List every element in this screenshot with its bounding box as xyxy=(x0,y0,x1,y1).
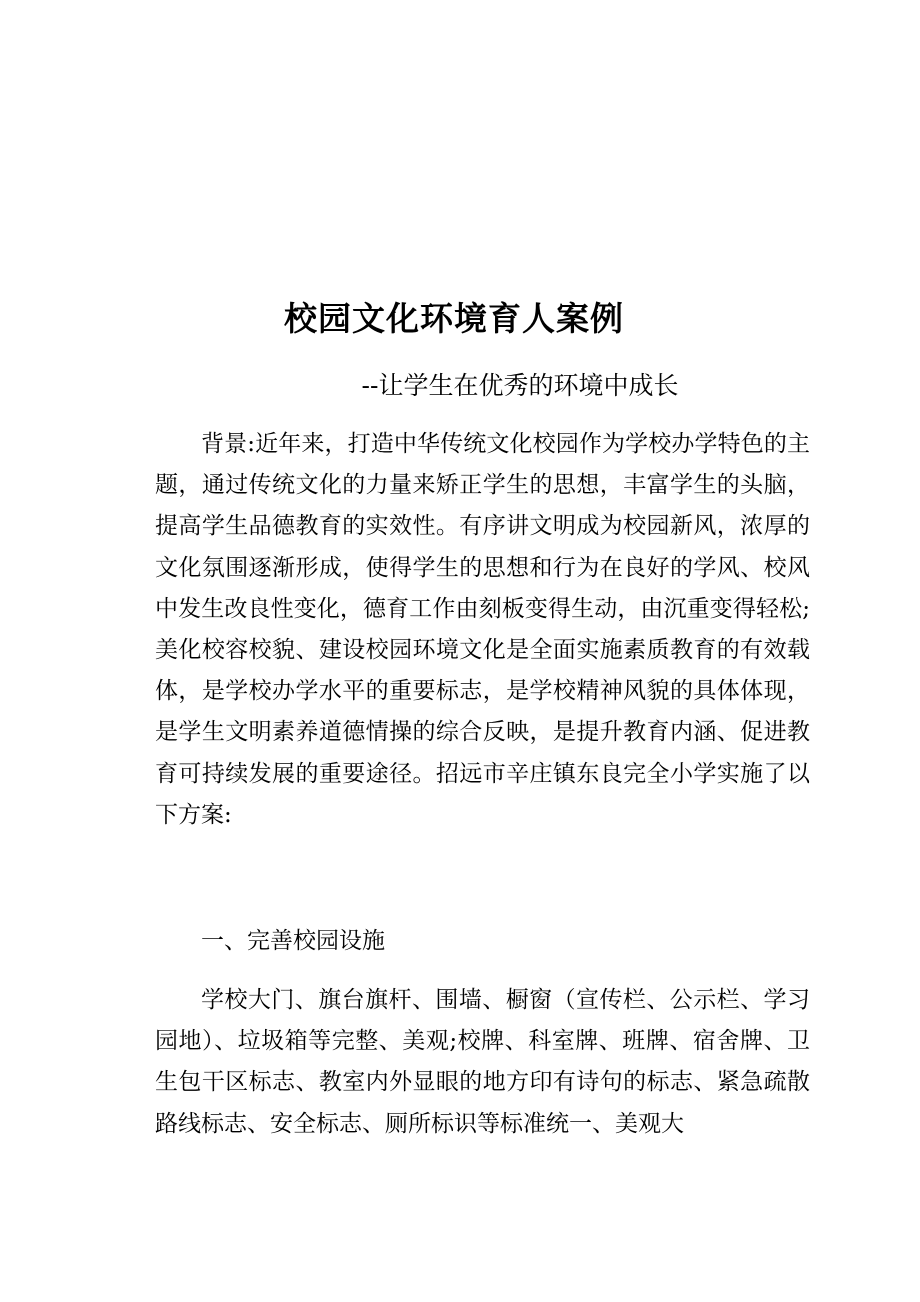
document-subtitle: --让学生在优秀的环境中成长 xyxy=(361,371,679,400)
document-title: 校园文化环境育人案例 xyxy=(284,299,624,338)
section-heading: 一、完善校园设施 xyxy=(201,928,385,954)
background-paragraph: 背景:近年来，打造中华传统文化校园作为学校办学特色的主题，通过传统文化的力量来矫正学生的思想，丰富学生的头脑，提高学生品德教育的实效性。有序讲文明成为校园新风，浓厚的文化氛围逐渐形成，使得学生的思想和行为在良好的学风、校风中发生改良性变化，德育工作由刻板变得生动，由沉重变得轻松;美化校容校貌、建设校园环境文化是全面实施素质教育的有效载体，是学校办学水平的重要标志，是学校精神风貌的具体体现，是学生文明素养道德情操的综合反映，是提升教育内涵、促进教育可持续发展的重要途径。招远市辛庄镇东良完全小学实施了以下方案: xyxy=(155,431,810,828)
section-paragraph: 学校大门、旗台旗杆、围墙、橱窗（宣传栏、公示栏、学习园地）、垃圾箱等完整、美观;校牌、科室牌、班牌、宿舍牌、卫生包干区标志、教室内外显眼的地方印有诗句的标志、紧急疏散路线标志、安全标志、厕所标识等标准统一、美观大 xyxy=(155,987,810,1137)
